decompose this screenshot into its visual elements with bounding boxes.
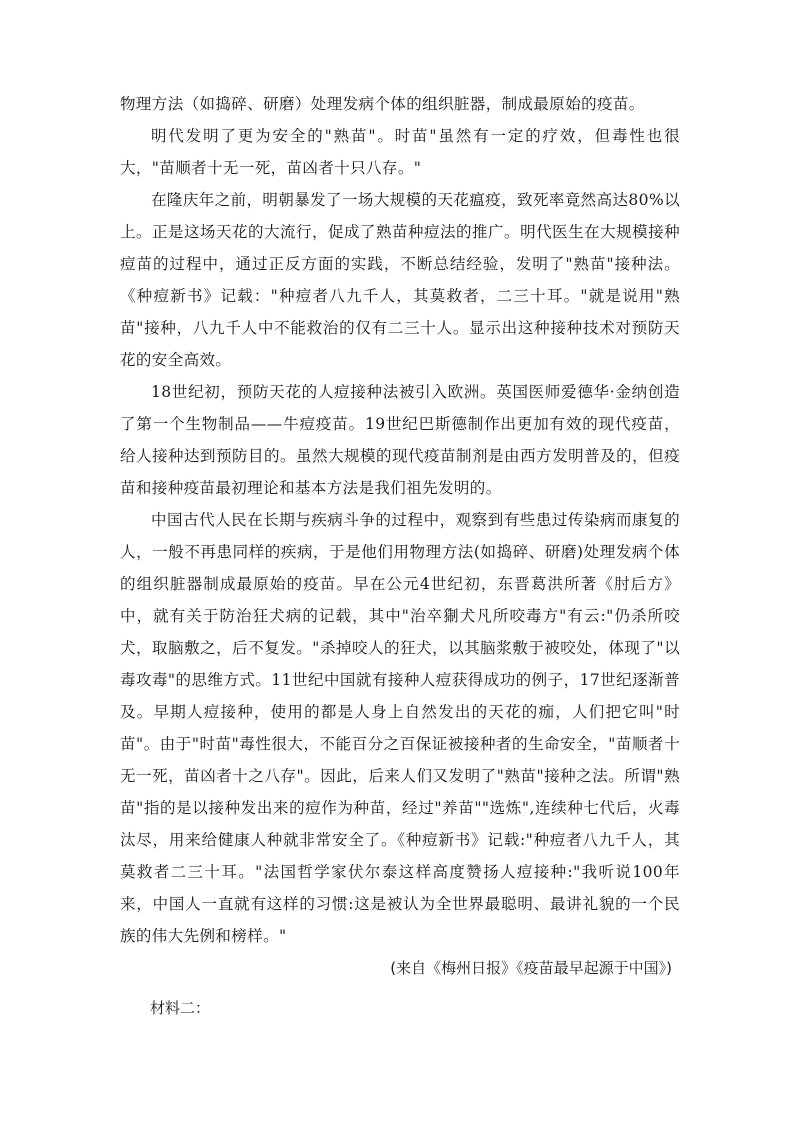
paragraph-5: 中国古代人民在长期与疾病斗争的过程中，观察到有些患过传染病而康复的人，一般不再患同样的疾病，于是他们用物理方法(如捣碎、研磨)处理发病个体的组织脏器制成最原始的疫苗。早在公元4世纪初，东晋葛洪所著《肘后方》中，就有关于防治狂犬病的记载，其中"治卒猘犬凡所咬毒方"有云:"仍杀所咬犬，取脑敷之，后不复发。"杀掉咬人的狂犬，以其脑浆敷于被咬处，体现了"以毒攻毒"的思维方式。11世纪中国就有接种人痘获得成功的例子，17世纪逐渐普及。早期人痘接种，使用的都是人身上自然发出的天花的痂，人们把它叫"时苗"。由于"时苗"毒性很大，不能百分之百保证被接种者的生命安全，"苗顺者十无一死，苗凶者十之八存"。因此，后来人们又发明了"熟苗"接种之法。所谓"熟苗"指的是以接种发出来的痘作为种苗，经过"养苗""选炼",连续种七代后，火毒汰尽，用来给健康人种就非常安全了。《种痘新书》记载:"种痘者八九千人，其莫救者二三十耳。"法国哲学家伏尔泰这样高度赞扬人痘接种:"我听说100年来，中国人一直就有这样的习惯:这是被认为全世界最聪明、最讲礼貌的一个民族的伟大先例和榜样。" [120,511,680,945]
material-two-label: 材料二： [150,999,211,1017]
paragraph-4: 18世纪初，预防天花的人痘接种法被引入欧洲。英国医师爱德华·金纳创造了第一个生物制品——牛痘疫苗。19世纪巴斯德制作出更加有效的现代疫苗，给人接种达到预防目的。虽然大规模的现代疫苗制剂是由西方发明普及的，但疫苗和接种疫苗最初理论和基本方法是我们祖先发明的。 [120,383,680,497]
document-page [120,88,680,1024]
paragraph-3: 在隆庆年之前，明朝暴发了一场大规模的天花瘟疫，致死率竟然高达80%以上。正是这场天花的大流行，促成了熟苗种痘法的推广。明代医生在大规模接种痘苗的过程中，通过正反方面的实践，不断总结经验，发明了"熟苗"接种法。《种痘新书》记载："种痘者八九千人，其莫救者，二三十耳。"就是说用"熟苗"接种，八九千人中不能救治的仅有二三十人。显示出这种接种技术对预防天花的安全高效。 [120,191,680,369]
paragraph-2: 明代发明了更为安全的"熟苗"。时苗"虽然有一定的疗效，但毒性也很大，"苗顺者十无一死，苗凶者十只八存。" [120,127,680,177]
source-citation: (来自《梅州日报》《疫苗最早起源于中国》) [390,959,672,977]
paragraph-1: 物理方法（如捣碎、研磨）处理发病个体的组织脏器，制成最原始的疫苗。 [120,95,645,113]
